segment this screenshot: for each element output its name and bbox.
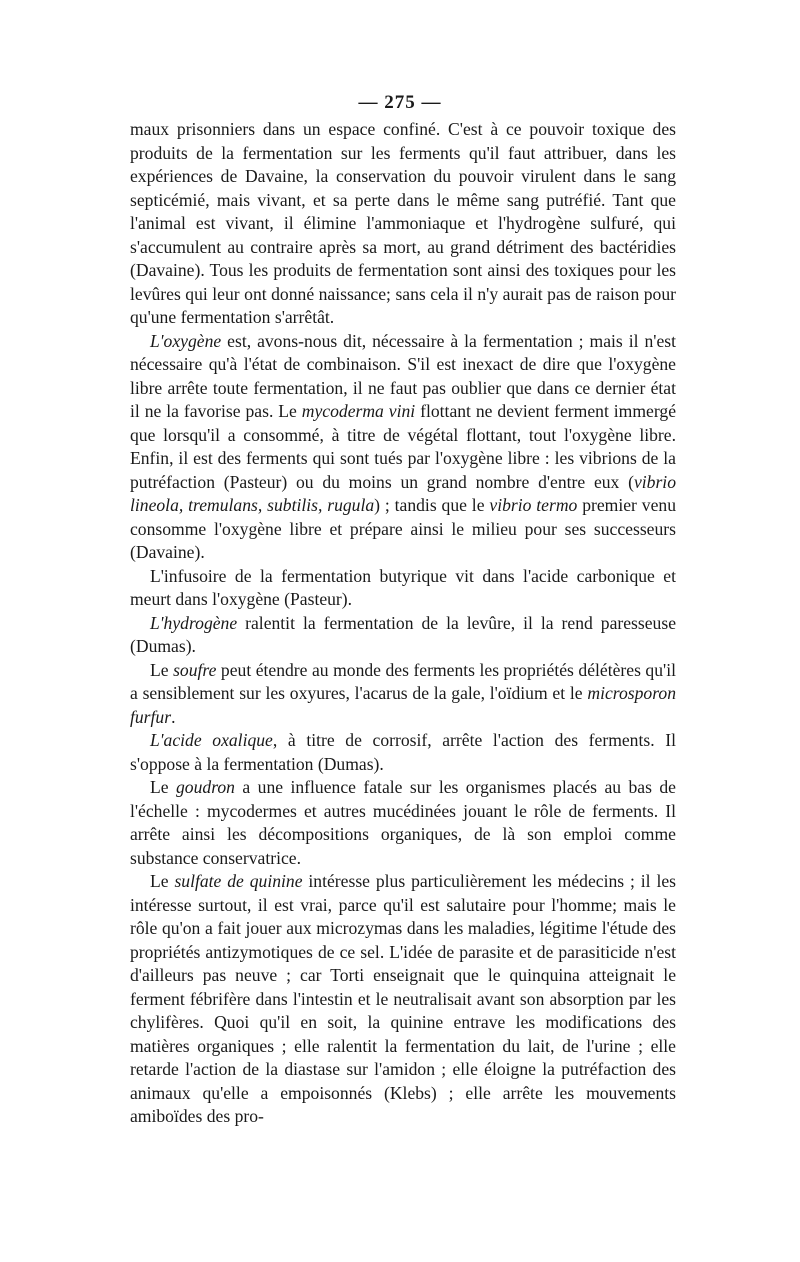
text-run: ralentit la fermentation de la levûre, il la rend paresseuse (Dumas). [130,612,676,656]
italic-term: soufre [173,659,217,680]
italic-term: mycoderma vini [301,401,416,421]
text-run: ) ; tandis que le [374,495,490,515]
italic-term: vibrio lineola, tremulans, subtilis, rugula [130,471,676,515]
italic-term: goudron [176,777,235,797]
text-run: Le [150,659,174,680]
paragraph [130,612,676,659]
text-run: Le [150,777,176,797]
italic-term: L'hydrogène [150,612,238,633]
paragraph [130,565,676,612]
text-run: . [171,706,176,727]
text-run: est, avons-nous dit, nécessaire à la fermentation ; mais il n'est nécessaire qu'à l'état de combinaison. S'il est inexact de dire que l'oxygène libre arrête toute fermentation, il ne faut pas oublier que dans ce dernier état il ne la favorise pas. Le [130,330,676,421]
paragraph [130,870,676,1129]
text-run: peut étendre au monde des ferments les propriétés délétères qu'il a sensiblement sur les oxyures, l'acarus de la gale, l'oïdium et le [130,659,676,703]
text-run: intéresse plus particulièrement les médecins ; il les intéresse surtout, il est vrai, parce qu'il est salutaire pour l'homme; mais le rôle qu'on a fait jouer aux microzymas dans les maladies, légitime l'étude des propriétés antizymotiques de ce sel. L'idée de parasite et de parasiticide n'est d'ailleurs pas neuve ; car Torti enseignait que le quinquina atteignait le ferment fébrifère dans l'intestin et le neutralisait avant son absorption par les chylifères. Quoi qu'il en soit, la quinine entrave les modifications des matières organiques ; elle ralentit la fermentation du lait, de l'urine ; elle retarde l'action de la diastase sur l'amidon ; elle éloigne la putréfaction des animaux qu'elle a empoisonnés (Klebs) ; elle arrête les mouvements amiboïdes des pro- [130,871,676,1126]
italic-term: L'acide oxalique [150,730,273,750]
italic-term: microsporon furfur [130,683,676,727]
paragraph [130,659,676,730]
italic-term: sulfate de quinine [174,871,303,891]
paragraph [130,330,676,565]
paragraph [130,776,676,870]
page-number: — 275 — [358,92,442,113]
paragraph [130,118,676,330]
text-run: Le [150,871,175,891]
text-run: premier venu consomme l'oxygène libre et prépare ainsi le milieu pour ses successeurs (Davaine). [130,495,676,562]
text-run: a une influence fatale sur les organismes placés au bas de l'échelle : mycodermes et autres mucédinées jouant le rôle de ferments. Il arrête ainsi les décompositions organiques, de là son emploi comme substance conservatrice. [130,777,676,868]
body-text [130,118,676,1129]
text-run: L'infusoire de la fermentation butyrique vit dans l'acide carbonique et meurt dans l'oxygène (Pasteur). [130,565,676,609]
text-run: maux prisonniers dans un espace confiné. C'est à ce pouvoir toxique des produits de la fermentation sur les ferments qu'il faut attribuer, dans les expériences de Davaine, la conservation du pouvoir virulent dans le sang septicémié, mais vivant, et sa perte dans le même sang putréfié. Tant que l'animal est vivant, il élimine l'ammoniaque et l'hydrogène sulfuré, qui s'accumulent au contraire après sa mort, au grand détriment des bactéridies (Davaine). Tous les produits de fermentation sont ainsi des toxiques pour les levûres qui leur ont donné naissance; sans cela il n'y aurait pas de raison pour qu'une fermentation s'arrêtât. [130,119,676,327]
paragraph [130,729,676,776]
text-run: , à titre de corrosif, arrête l'action des ferments. Il s'oppose à la fermentation (Dumas). [130,730,676,774]
italic-term: vibrio termo [489,495,578,515]
italic-term: L'oxygène [150,330,222,351]
text-run: flottant ne devient ferment immergé que lorsqu'il a consommé, à titre de végétal flottant, tout l'oxygène libre. Enfin, il est des ferments qui sont tués par l'oxygène libre : les vibrions de la putréfaction (Pasteur) ou du moins un grand nombre d'entre eux ( [130,401,676,492]
